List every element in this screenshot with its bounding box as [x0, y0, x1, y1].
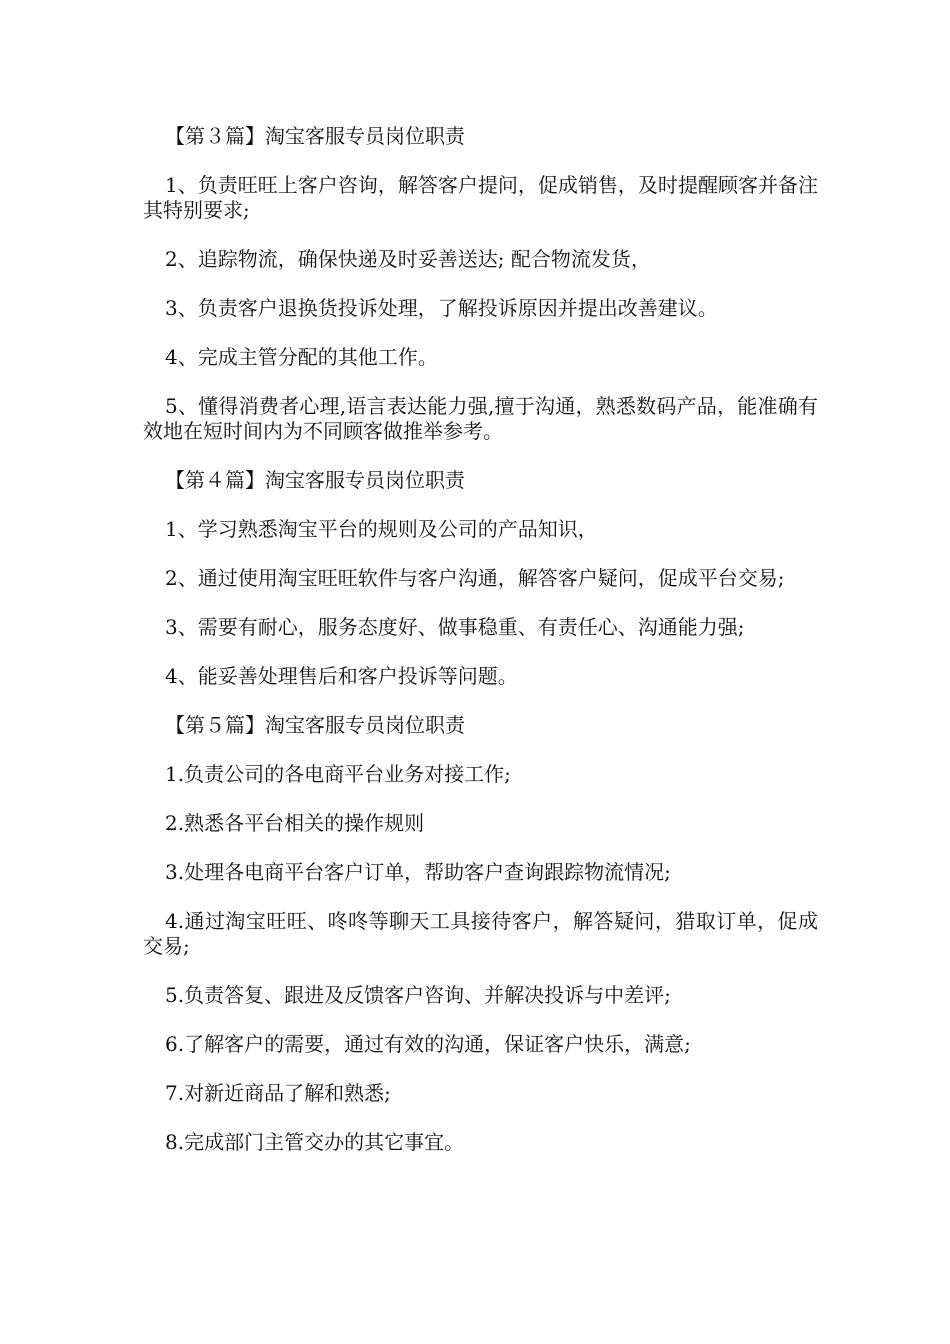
- list-item: 8.完成部门主管交办的其它事宜。: [165, 1130, 465, 1154]
- section-heading: 【第３篇】淘宝客服专员岗位职责: [165, 124, 465, 148]
- list-item: 7.对新近商品了解和熟悉;: [165, 1081, 391, 1105]
- list-item: 4、完成主管分配的其他工作。: [165, 345, 438, 369]
- document-body: [143, 124, 818, 1179]
- list-item: 2、追踪物流，确保快递及时妥善送达; 配合物流发货，: [165, 247, 651, 271]
- section-heading: 【第４篇】淘宝客服专员岗位职责: [165, 468, 465, 492]
- list-item: 1、学习熟悉淘宝平台的规则及公司的产品知识，: [165, 517, 598, 541]
- list-item: 5.负责答复、跟进及反馈客户咨询、并解决投诉与中差评;: [165, 983, 671, 1007]
- list-item: 4.通过淘宝旺旺、咚咚等聊天工具接待客户，解答疑问，猎取订单，促成交易;: [143, 909, 818, 958]
- list-item: 6.了解客户的需要，通过有效的沟通，保证客户快乐，满意;: [165, 1032, 691, 1056]
- list-item: 3、负责客户退换货投诉处理，了解投诉原因并提出改善建议。: [165, 296, 718, 320]
- list-item: 5、懂得消费者心理,语言表达能力强,擅于沟通，熟悉数码产品，能准确有效地在短时间内为不同顾客做推举参考。: [143, 394, 818, 443]
- list-item: 1、负责旺旺上客户咨询，解答客户提问，促成销售，及时提醒顾客并备注其特别要求;: [143, 173, 818, 222]
- list-item: 3.处理各电商平台客户订单，帮助客户查询跟踪物流情况;: [165, 860, 671, 884]
- list-item: 2、通过使用淘宝旺旺软件与客户沟通，解答客户疑问，促成平台交易;: [165, 566, 785, 590]
- list-item: 1.负责公司的各电商平台业务对接工作;: [165, 762, 511, 786]
- list-item: 2.熟悉各平台相关的操作规则: [165, 811, 425, 835]
- list-item: 3、需要有耐心，服务态度好、做事稳重、有责任心、沟通能力强;: [165, 615, 745, 639]
- section-heading: 【第５篇】淘宝客服专员岗位职责: [165, 713, 465, 737]
- list-item: 4、能妥善处理售后和客户投诉等问题。: [165, 664, 518, 688]
